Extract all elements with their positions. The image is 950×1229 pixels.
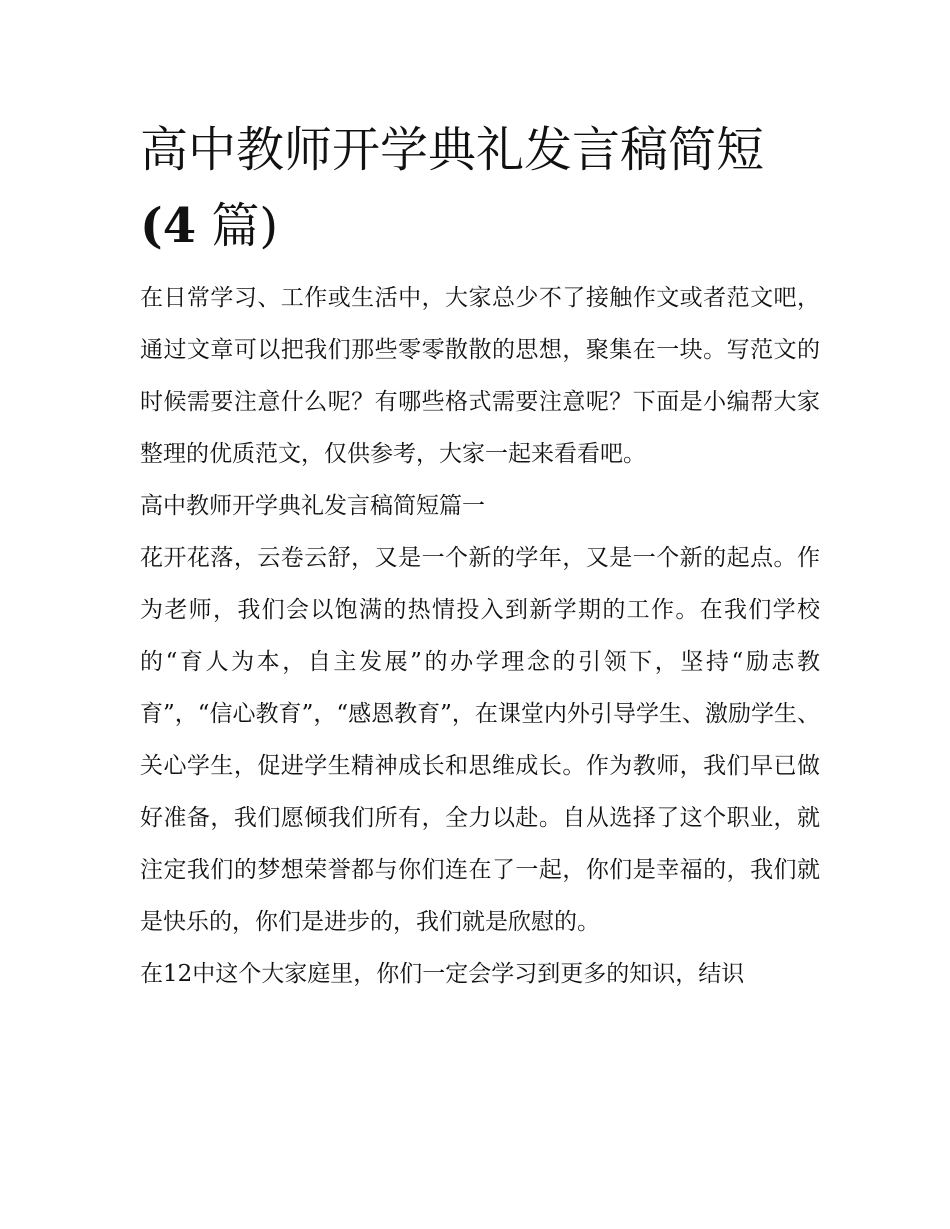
title-count: (4 — [140, 198, 197, 254]
body-paragraph: 花开花落，云卷云舒，又是一个新的学年，又是一个新的起点。作为老师，我们会以饱满的热情投入到新学期的工作。在我们学校的“育人为本，自主发展”的办学理念的引领下，坚持“励志教育”，“信心教育”，“感恩教育”，在课堂内外引导学生、激励学生、关心学生，促进学生精神成长和思维成长。作为教师，我们早已做好准备，我们愿倾我们所有，全力以赴。自从选择了这个职业，就注定我们的梦想荣誉都与你们连在了一起，你们是幸福的，我们就是快乐的，你们是进步的，我们就是欣慰的。 — [140, 545, 820, 935]
body-paragraph-continued: 在12中这个大家庭里，你们一定会学习到更多的知识，结识 — [140, 961, 745, 987]
section-heading: 高中教师开学典礼发言稿简短篇一 — [140, 493, 485, 519]
title-count-suffix: 篇) — [211, 198, 279, 254]
document-title — [140, 112, 820, 264]
intro-paragraph: 在日常学习、工作或生活中，大家总少不了接触作文或者范文吧，通过文章可以把我们那些零零散散的思想，聚集在一块。写范文的时候需要注意什么呢？有哪些格式需要注意呢？下面是小编帮大家整理的优质范文，仅供参考，大家一起来看看吧。 — [140, 285, 820, 467]
title-line-1: 高中教师开学典礼发言稿简短 — [140, 122, 765, 178]
document-content — [140, 112, 820, 1000]
